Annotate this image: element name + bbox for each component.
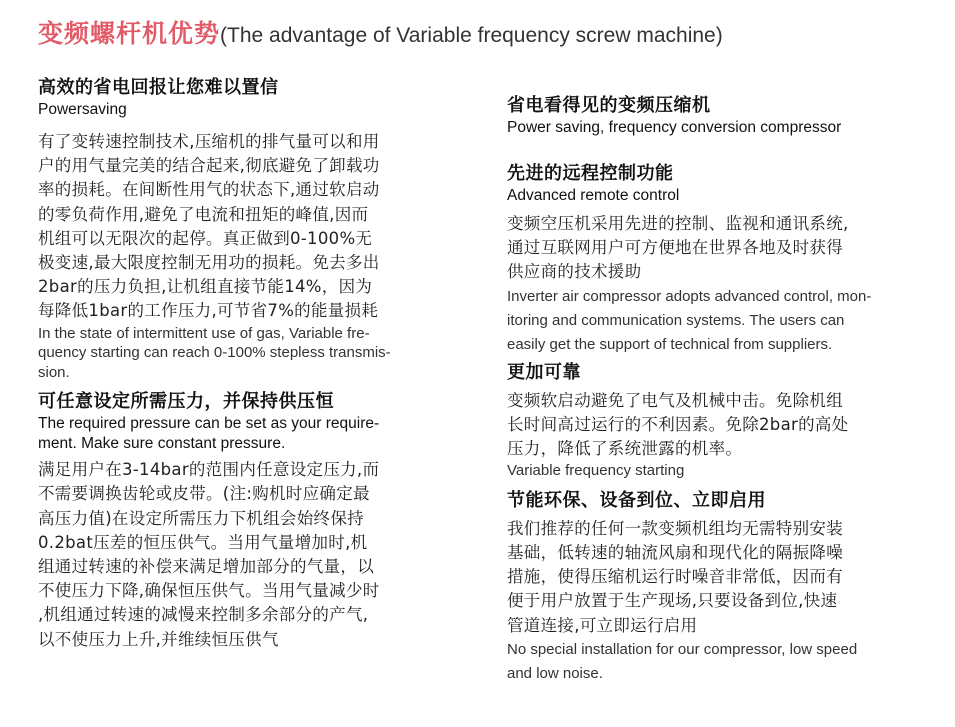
english-line: Inverter air compressor adopts advanced control, mon- [507, 287, 872, 305]
body-line: 不需要调换齿轮或皮带。(注:购机时应确定最 [38, 484, 370, 504]
english-line: quency starting can reach 0-100% stepless transmis- [38, 344, 391, 362]
body-line: 不使压力下降,确保恒压供气。当用气量减少时 [38, 581, 380, 601]
section-subheading: ment. Make sure constant pressure. [38, 435, 286, 453]
body-line: 变频空压机采用先进的控制、监视和通讯系统, [507, 214, 849, 233]
body-line: 措施，使得压缩机运行时噪音非常低，因而有 [507, 567, 843, 587]
body-line: 长时间高过运行的不利因素。免除2bar的高处 [507, 414, 849, 434]
body-line: 供应商的技术援助 [507, 262, 642, 282]
body-line: 压力，降低了系统泄露的机率。 [507, 439, 743, 459]
body-line: 2bar的压力负担,让机组直接节能14%，因为 [38, 277, 373, 297]
section-remote-control [507, 162, 912, 357]
body-line: 户的用气量完美的结合起来,彻底避免了卸载功 [38, 156, 380, 176]
body-line: 高压力值)在设定所需压力下机组会始终保持 [38, 508, 364, 528]
section-heading: 高效的省电回报让您难以置信 [38, 77, 279, 98]
page-title [38, 14, 723, 50]
body-line: 组通过转速的补偿来满足增加部分的气量，以 [38, 556, 374, 576]
body-line: 变频软启动避免了电气及机械中击。免除机组 [507, 390, 843, 410]
body-line: 0.2bat压差的恒压供气。当用气量增加时,机 [38, 532, 368, 552]
english-line: sion. [38, 363, 70, 381]
body-line: 我们推荐的任何一款变频机组均无需特别安装 [507, 518, 843, 538]
body-line: 率的损耗。在间断性用气的状态下,通过软启动 [38, 180, 380, 200]
section-subheading: Powersaving [38, 101, 127, 118]
body-line: 机组可以无限次的起停。真正做到0-100%无 [38, 228, 373, 248]
section-heading: 省电看得见的变频压缩机 [507, 95, 711, 116]
body-line: 极变速,最大限度控制无用功的损耗。免去多出 [38, 253, 380, 273]
left-column [38, 76, 443, 652]
section-subheading: Advanced remote control [507, 187, 680, 204]
body-line: ,机组通过转速的减慢来控制多余部分的产气, [38, 605, 369, 625]
body-line: 通过互联网用户可方便地在世界各地及时获得 [507, 238, 843, 258]
section-constant-pressure [38, 390, 443, 652]
section-eco-ready [507, 489, 912, 686]
english-line: No special installation for our compressor, low speed [507, 640, 858, 658]
english-line: and low noise. [507, 664, 603, 682]
page-title-en: (The advantage of Variable frequency screw machine) [220, 24, 723, 47]
section-heading: 更加可靠 [507, 361, 581, 383]
page-title-cn: 变频螺杆机优势 [38, 19, 221, 48]
section-visible-savings [507, 94, 912, 138]
section-reliability [507, 361, 912, 481]
section-heading: 节能环保、设备到位、立即启用 [507, 489, 766, 511]
body-line: 基础，低转速的轴流风扇和现代化的隔振降噪 [507, 542, 843, 562]
body-line: 以不使压力上升,并维续恒压供气 [38, 629, 279, 649]
body-line: 有了变转速控制技术,压缩机的排气量可以和用 [38, 132, 380, 151]
body-line: 的零负荷作用,避免了电流和扭矩的峰值,因而 [38, 204, 369, 224]
english-line: easily get the support of technical from suppliers. [507, 335, 833, 353]
section-subheading: The required pressure can be set as your require- [38, 415, 380, 433]
body-line: 便于用户放置于生产现场,只要设备到位,快速 [507, 591, 838, 611]
english-line: In the state of intermittent use of gas, Variable fre- [38, 324, 370, 342]
section-heading: 可任意设定所需压力，并保持供压恒 [38, 391, 334, 413]
section-heading: 先进的远程控制功能 [507, 163, 674, 184]
body-line: 满足用户在3-14bar的范围内任意设定压力,而 [38, 460, 380, 480]
body-line: 每降低1bar的工作压力,可节省7%的能量损耗 [38, 301, 379, 321]
section-powersaving [38, 76, 443, 382]
section-subheading: Power saving, frequency conversion compressor [507, 119, 842, 136]
right-column [507, 94, 912, 686]
english-line: Variable frequency starting [507, 462, 685, 480]
english-line: itoring and communication systems. The users can [507, 311, 845, 329]
body-line: 管道连接,可立即运行启用 [507, 615, 698, 635]
